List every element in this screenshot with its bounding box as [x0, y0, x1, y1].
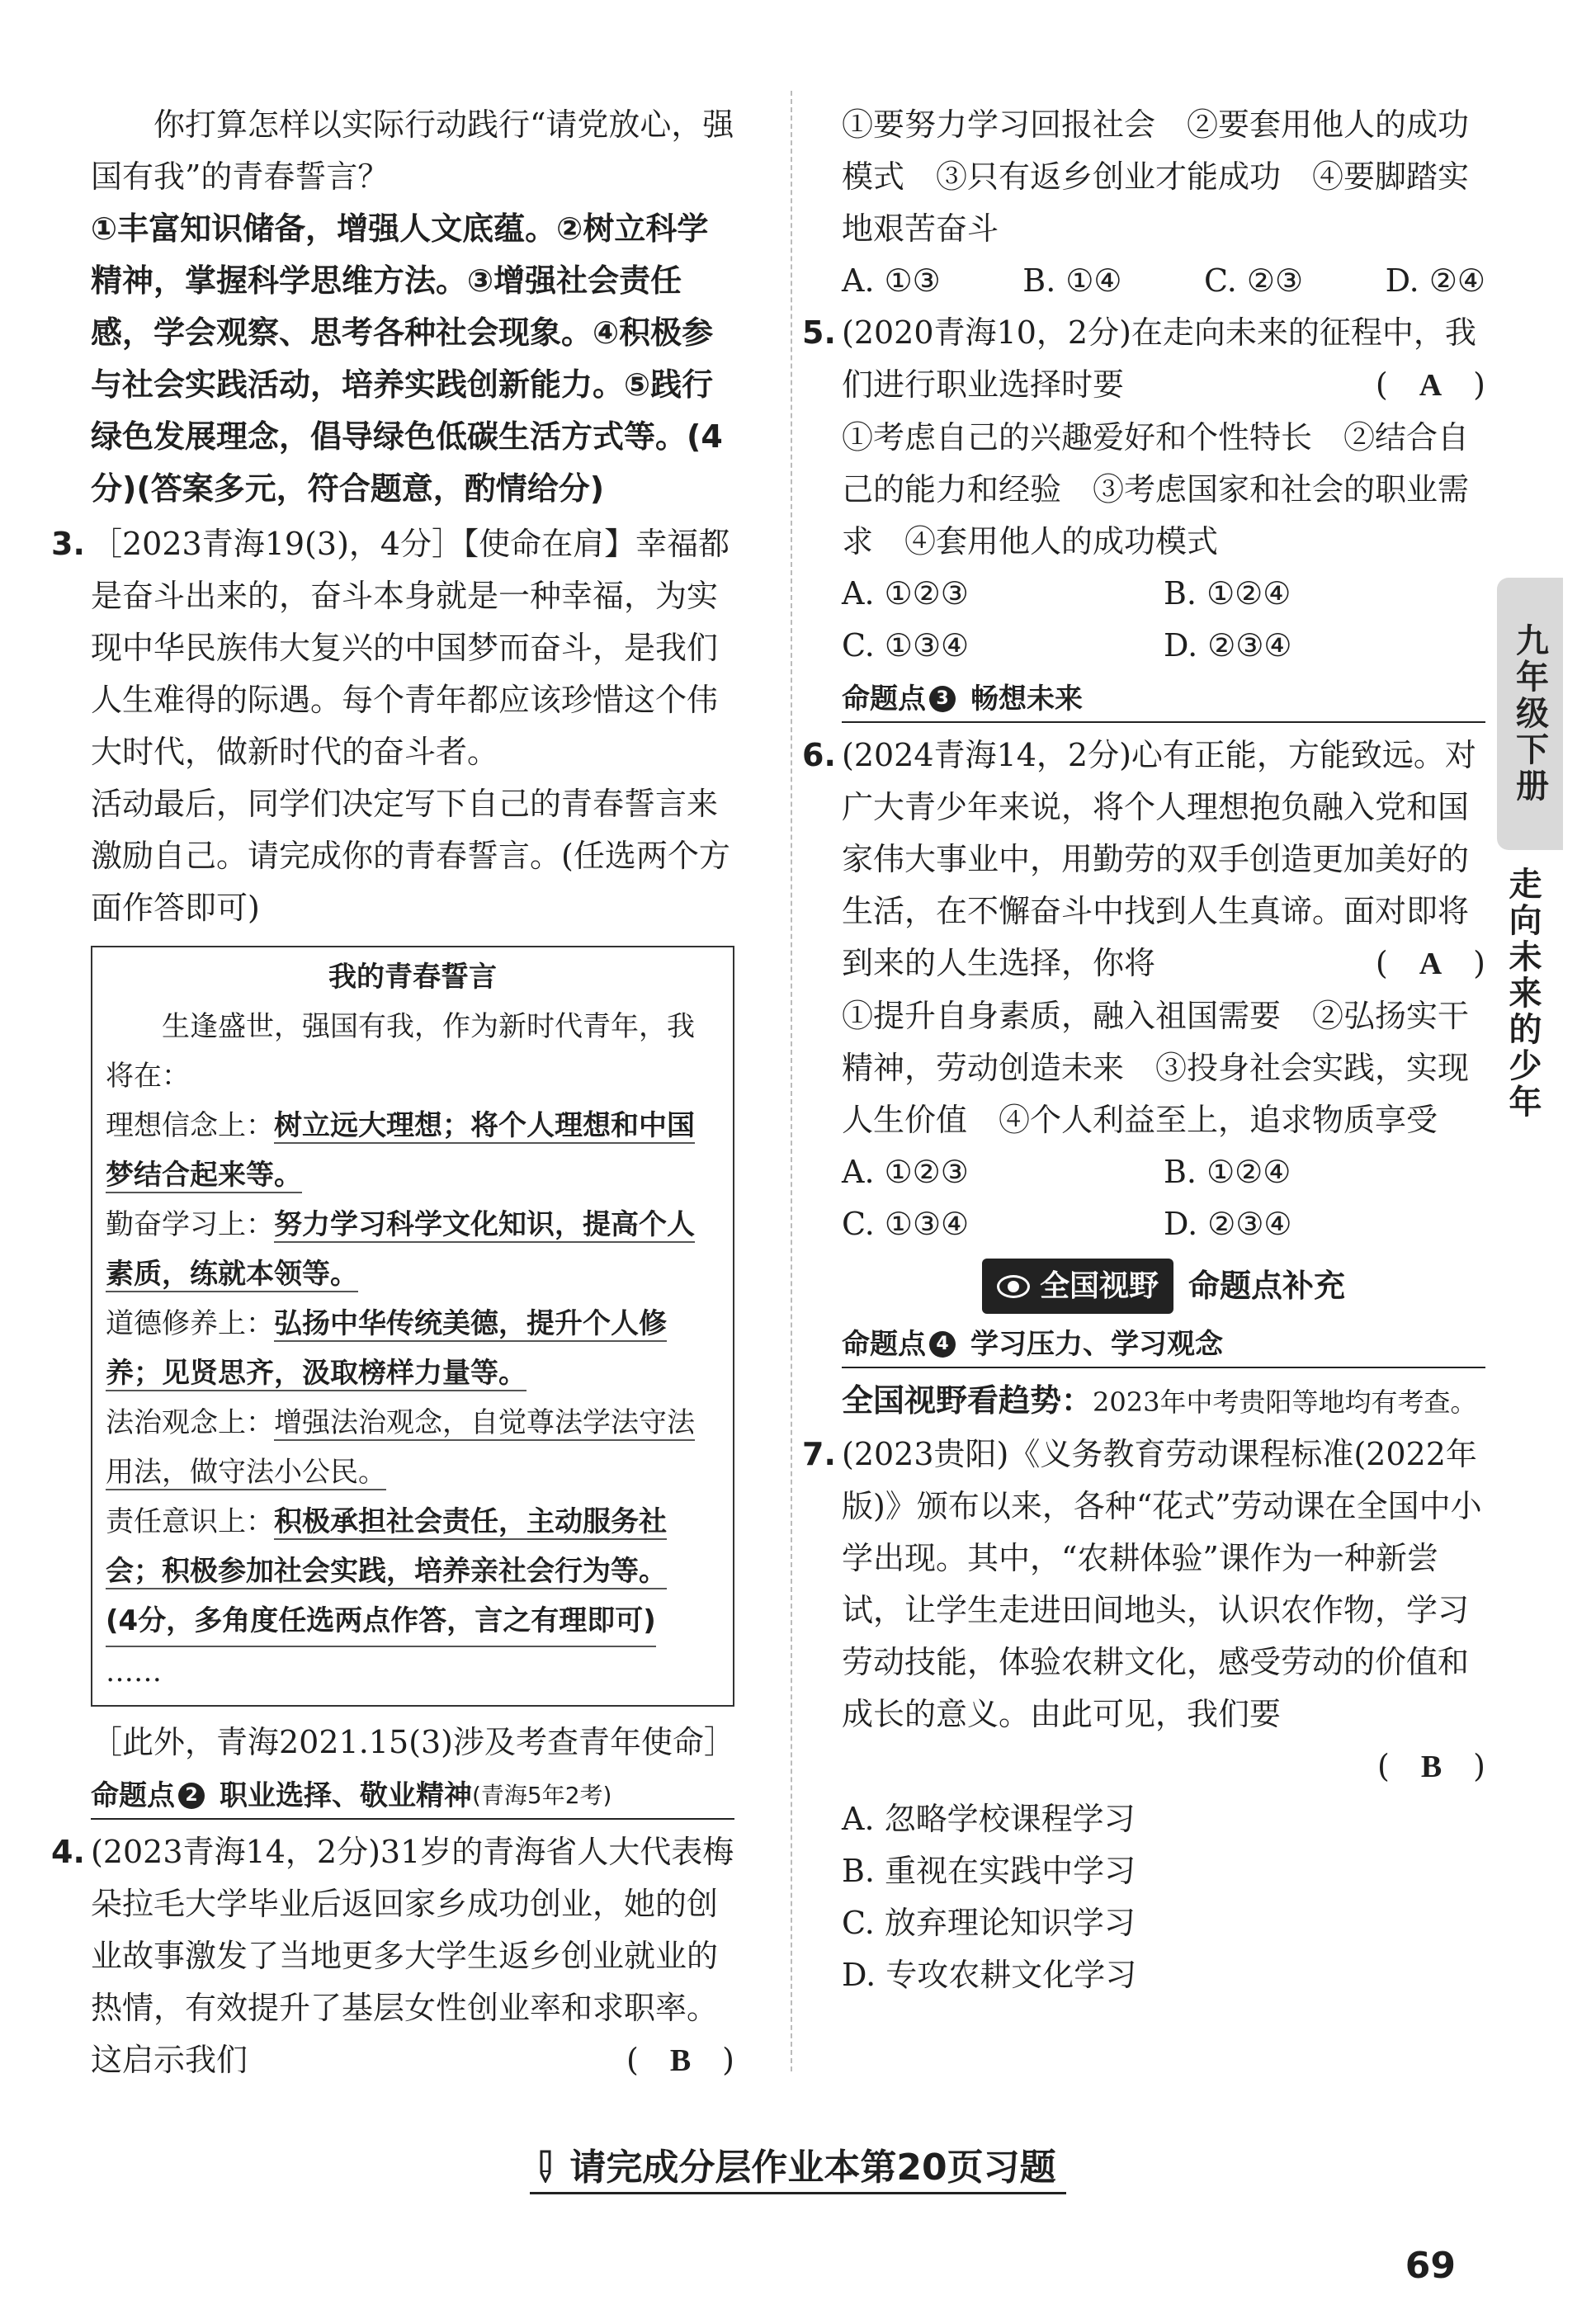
answer-bracket: ( A ): [1375, 945, 1485, 981]
trend-label: 全国视野看趋势：: [842, 1382, 1093, 1419]
oath-intro: 生逢盛世，强国有我，作为新时代青年，我将在：: [106, 1010, 695, 1093]
section-label: 命题点: [91, 1779, 175, 1812]
option: C. ②③: [1204, 262, 1304, 299]
oath-label: 责任意识上：: [106, 1505, 274, 1538]
question-number: 4.: [51, 1834, 85, 1870]
extra-note: ［此外，青海2021.15(3)涉及考查青年使命］: [91, 1724, 735, 1760]
oath-label: 道德修养上：: [106, 1307, 274, 1340]
question-text: [842, 730, 1485, 990]
oath-answer: 弘扬中华传统美德，提升个人修养；见贤思齐，汲取榜样力量等。: [106, 1307, 667, 1390]
option: A. ①②③: [842, 575, 969, 612]
option: A. 忽略学校课程学习: [842, 1801, 1136, 1837]
option: B. 重视在实践中学习: [842, 1853, 1136, 1889]
section-header-4: [842, 1322, 1485, 1368]
grade-label: 九年级下册: [1510, 623, 1549, 805]
trend-line: [842, 1375, 1485, 1429]
section-title: 学习压力、学习观念: [970, 1328, 1223, 1361]
answer-bracket: ( A ): [1375, 366, 1485, 403]
oath-box: [91, 946, 734, 1707]
answer-bracket: ( B ): [626, 2042, 734, 2078]
unit-label: 走向未来的少年: [1504, 867, 1542, 1121]
option: B. ①②④: [1164, 1154, 1291, 1190]
footer-text: 请完成分层作业本第20页习题: [564, 2147, 1060, 2194]
oath-item: [106, 1200, 720, 1299]
trend-text: 2023年中考贵阳等地均有考查。: [1093, 1386, 1477, 1418]
section-header-3: [842, 677, 1485, 723]
footer-instruction: [530, 2147, 1065, 2194]
question-5: [802, 307, 1485, 412]
option: C. 放弃理论知识学习: [842, 1905, 1136, 1941]
option: D. ②③④: [1164, 627, 1292, 664]
section-label: 命题点: [842, 1328, 926, 1361]
option: B. ①④: [1022, 262, 1122, 299]
question-text: [91, 1826, 734, 2087]
intro-question: 你打算怎样以实际行动践行“请党放心，强国有我”的青春誓言？: [91, 106, 734, 195]
question-text: [842, 307, 1485, 412]
question-text: ［2023青海19(3)，4分］【使命在肩】幸福都是奋斗出来的，奋斗本身就是一种幸福，为实现中华民族伟大复兴的中国梦而奋斗，是我们人生难得的际遇。每个青年都应该珍惜这个伟大时代，做新时代的奋斗者。: [91, 526, 730, 770]
question-number: 3.: [51, 526, 85, 562]
question-5-statements: ①考虑自己的兴趣爱好和个性特长 ②结合自己的能力和经验 ③考虑国家和社会的职业需求 ④套用他人的成功模式: [842, 419, 1470, 560]
question-6-options: [842, 1146, 1485, 1250]
question-4: [51, 1826, 734, 2087]
pencil-icon: [535, 2150, 556, 2183]
oath-ellipsis: ……: [106, 1655, 162, 1688]
oath-item: [106, 1398, 720, 1497]
question-stem: (2023贵阳)《义务教育劳动课程标准(2022年版)》颁布以来，各种“花式”劳动课在全国中小学出现。其中，“农耕体验”课作为一种新尝试，让学生走进田间地头，认识农作物，学习劳动技能，体验农耕文化，感受劳动的价值和成长的意义。由此可见，我们要: [842, 1436, 1482, 1732]
section-title: 畅想未来: [970, 682, 1083, 716]
badge-label: 全国视野: [1039, 1269, 1159, 1303]
question-number: 5.: [802, 314, 836, 351]
section-number-badge: 3: [929, 686, 956, 712]
oath-answer: 树立远大理想；将个人理想和中国梦结合起来等。: [106, 1109, 695, 1192]
section-label: 命题点: [842, 682, 926, 716]
oath-answer: 增强法治观念，自觉尊法学法守法用法，做守法小公民。: [106, 1406, 695, 1489]
option: B. ①②④: [1164, 575, 1291, 612]
oath-title: 我的青春誓言: [328, 961, 497, 994]
left-column: [51, 99, 735, 2087]
question-6-statements: ①提升自身素质，融入祖国需要 ②弘扬实干精神，劳动创造未来 ③投身社会实践，实现人生价值 ④个人利益至上，追求物质享受: [842, 998, 1470, 1138]
question-3: [51, 518, 734, 778]
question-number: 6.: [802, 737, 836, 773]
question-stem: (2023青海14，2分)31岁的青海省人大代表梅朵拉毛大学毕业后返回家乡成功创业，她的创业故事激发了当地更多大学生返乡创业就业的热情，有效提升了基层女性创业率和求职率。这启示我们: [91, 1834, 734, 2078]
option: D. ②④: [1385, 262, 1485, 299]
section-header-2: [91, 1773, 734, 1820]
section-note: (青海5年2考): [472, 1782, 612, 1809]
question-7-options: [842, 1793, 1485, 2001]
question-4-options: [842, 255, 1485, 307]
section-number-badge: 2: [178, 1783, 205, 1809]
oath-label: 法治观念上：: [106, 1406, 274, 1439]
question-6: [802, 730, 1485, 990]
option: D. ②③④: [1164, 1206, 1292, 1242]
right-column: [802, 99, 1485, 2001]
oath-note: (4分，多角度任选两点作答，言之有理即可): [106, 1596, 656, 1647]
page-number: 69: [1405, 2245, 1456, 2287]
oath-label: 勤奋学习上：: [106, 1208, 274, 1241]
question-4-statements: ①要努力学习回报社会 ②要套用他人的成功模式 ③只有返乡创业才能成功 ④要脚踏实地艰苦奋斗: [842, 106, 1470, 247]
answer-letter: B: [1420, 1750, 1443, 1784]
oath-answer: 积极承担社会责任，主动服务社会；积极参加社会实践，培养亲社会行为等。: [106, 1505, 667, 1588]
option: A. ①②③: [842, 1154, 969, 1190]
question-number: 7.: [802, 1436, 836, 1472]
oath-label: 理想信念上：: [106, 1109, 274, 1142]
oath-answer: 努力学习科学文化知识，提高个人素质，练就本领等。: [106, 1208, 695, 1291]
option: C. ①③④: [842, 627, 970, 664]
answer-letter: A: [1419, 947, 1443, 981]
column-divider: [791, 91, 793, 2071]
grade-tab: [1497, 578, 1563, 850]
national-view-badge: [982, 1259, 1173, 1314]
oath-item: [106, 1299, 720, 1398]
option: A. ①③: [842, 262, 941, 299]
answer-letter: B: [669, 2043, 692, 2078]
answer-bracket: ( B ): [1376, 1748, 1485, 1784]
footer: [0, 2137, 1596, 2190]
option: D. 专攻农耕文化学习: [842, 1957, 1137, 1993]
oath-item: [106, 1497, 720, 1596]
option: C. ①③④: [842, 1206, 970, 1242]
eye-icon: [997, 1275, 1030, 1298]
question-5-options: [842, 568, 1485, 672]
question-stem: (2024青海14，2分)心有正能，方能致远。对广大青少年来说，将个人理想抱负融入党和国家伟大事业中，用勤劳的双手创造更加美好的生活，在不懈奋斗中找到人生真谛。面对即将到来的人生选择，你将: [842, 737, 1476, 981]
oath-item: [106, 1101, 720, 1200]
national-view-title: 命题点补充: [1188, 1268, 1346, 1304]
national-view-header: [842, 1259, 1485, 1314]
question-7: [802, 1429, 1485, 1740]
question-task: 活动最后，同学们决定写下自己的青春誓言来激励自己。请完成你的青春誓言。(任选两个方面作答即可): [91, 786, 730, 926]
intro-answer: ①丰富知识储备，增强人文底蕴。②树立科学精神，掌握科学思维方法。③增强社会责任感，学会观察、思考各种社会现象。④积极参与社会实践活动，培养实践创新能力。⑤践行绿色发展理念，倡导绿色低碳生活方式等。(4分)(答案多元，符合题意，酌情给分): [91, 210, 723, 507]
section-title: 职业选择、敬业精神: [220, 1779, 472, 1812]
answer-letter: A: [1419, 368, 1443, 403]
question-stem: (2020青海10，2分)在走向未来的征程中，我们进行职业选择时要: [842, 314, 1476, 403]
section-number-badge: 4: [929, 1331, 956, 1358]
